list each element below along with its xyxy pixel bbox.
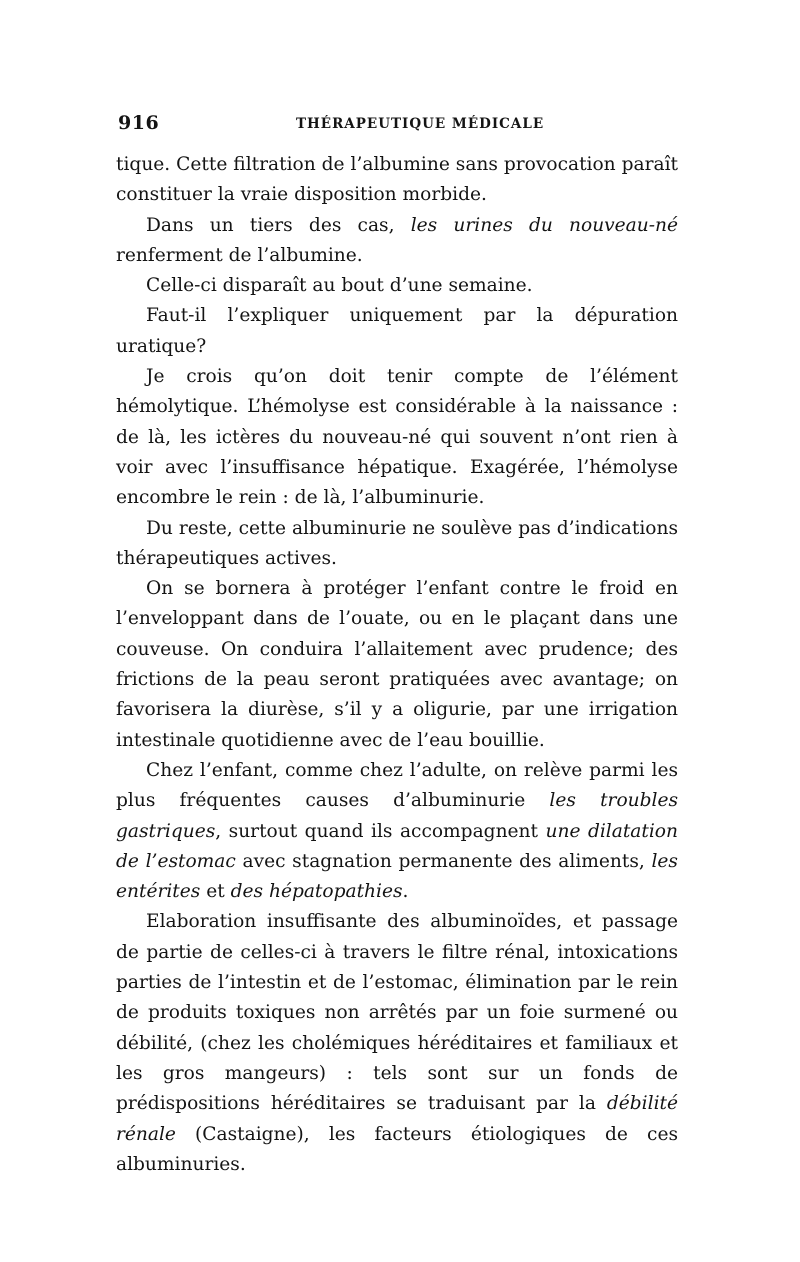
text-run: Elaboration insuffisante des albuminoïdes, et passage de partie de celles-ci à travers le filtre rénal, intoxications parties de l’intestin et de l’estomac, élimination par le rein de produits toxiques non arrêtés par un foie surmené ou débilité, (chez les cholémiques héréditaires et familiaux et les gros mangeurs) : tels sont sur un fonds de prédispositions héréditaires se traduisant par la <box>116 911 678 1115</box>
text-run: renferment de l’albumine. <box>116 244 363 266</box>
text-run: avec stagnation permanente des aliments, <box>235 850 652 872</box>
paragraph-no-indications: Du reste, cette albuminurie ne soulève pas d’indications thérapeutiques actives. <box>116 517 678 569</box>
paragraph-disappears: Celle-ci disparaît au bout d’une semaine. <box>146 275 533 297</box>
paragraph-causes-child <box>116 756 678 907</box>
emphasis-renal-debility: débilité rénale <box>116 1093 678 1145</box>
emphasis-newborn-urine: les urines du nouveau-né <box>410 214 678 236</box>
text-run: Chez l’enfant, comme chez l’adulte, on relève parmi les plus fréquentes causes d’albuminurie <box>116 759 678 812</box>
emphasis-enteritis: les entérites <box>116 850 678 903</box>
paragraph-question: Faut-il l’expliquer uniquement par la dépuration uratique? <box>116 305 678 357</box>
paragraph-newborn-urine <box>116 211 678 272</box>
paragraph-treatment: On se bornera à protéger l’enfant contre le froid en l’enveloppant dans de l’ouate, ou en le plaçant dans une couveuse. On conduira l’allaitement avec prudence; des frictions de la peau seront pratiquées avec avantage; on favorisera la diurèse, s’il y a oligurie, par une irrigation intestinale quotidienne avec de l’eau bouillie. <box>116 578 678 751</box>
paragraph-hemolysis: Je crois qu’on doit tenir compte de l’élément hémolytique. L’hémolyse est considérable à la naissance : de là, les ictères du nouveau-né qui souvent n’ont rien à voir avec l’insuffisance hépatique. Exagérée, l’hémolyse encombre le rein : de là, l’albuminurie. <box>116 366 678 509</box>
emphasis-gastric-troubles: les troubles gastriques <box>116 790 679 842</box>
text-run: Dans un tiers des cas, <box>146 214 411 236</box>
text-run: (Castaigne), les facteurs étiologiques de ces albuminuries. <box>116 1123 678 1175</box>
body-text <box>116 150 678 1180</box>
paragraph-etiology <box>116 907 678 1180</box>
emphasis-hepatopathies: des hépatopathies <box>230 881 403 903</box>
text-run: et <box>200 881 231 903</box>
running-head: THÉRAPEUTIQUE MÉDICALE <box>296 116 545 132</box>
paragraph-continuation: tique. Cette filtration de l’albumine sans provocation paraît constituer la vraie disposition morbide. <box>116 154 678 206</box>
emphasis-stomach-dilatation: une dilatation de l’estomac <box>116 820 678 872</box>
page-number: 916 <box>118 112 160 134</box>
text-run: . <box>402 881 409 903</box>
book-page <box>116 112 678 1180</box>
page-header <box>116 112 678 140</box>
text-run: , surtout quand ils accompagnent <box>215 820 546 842</box>
